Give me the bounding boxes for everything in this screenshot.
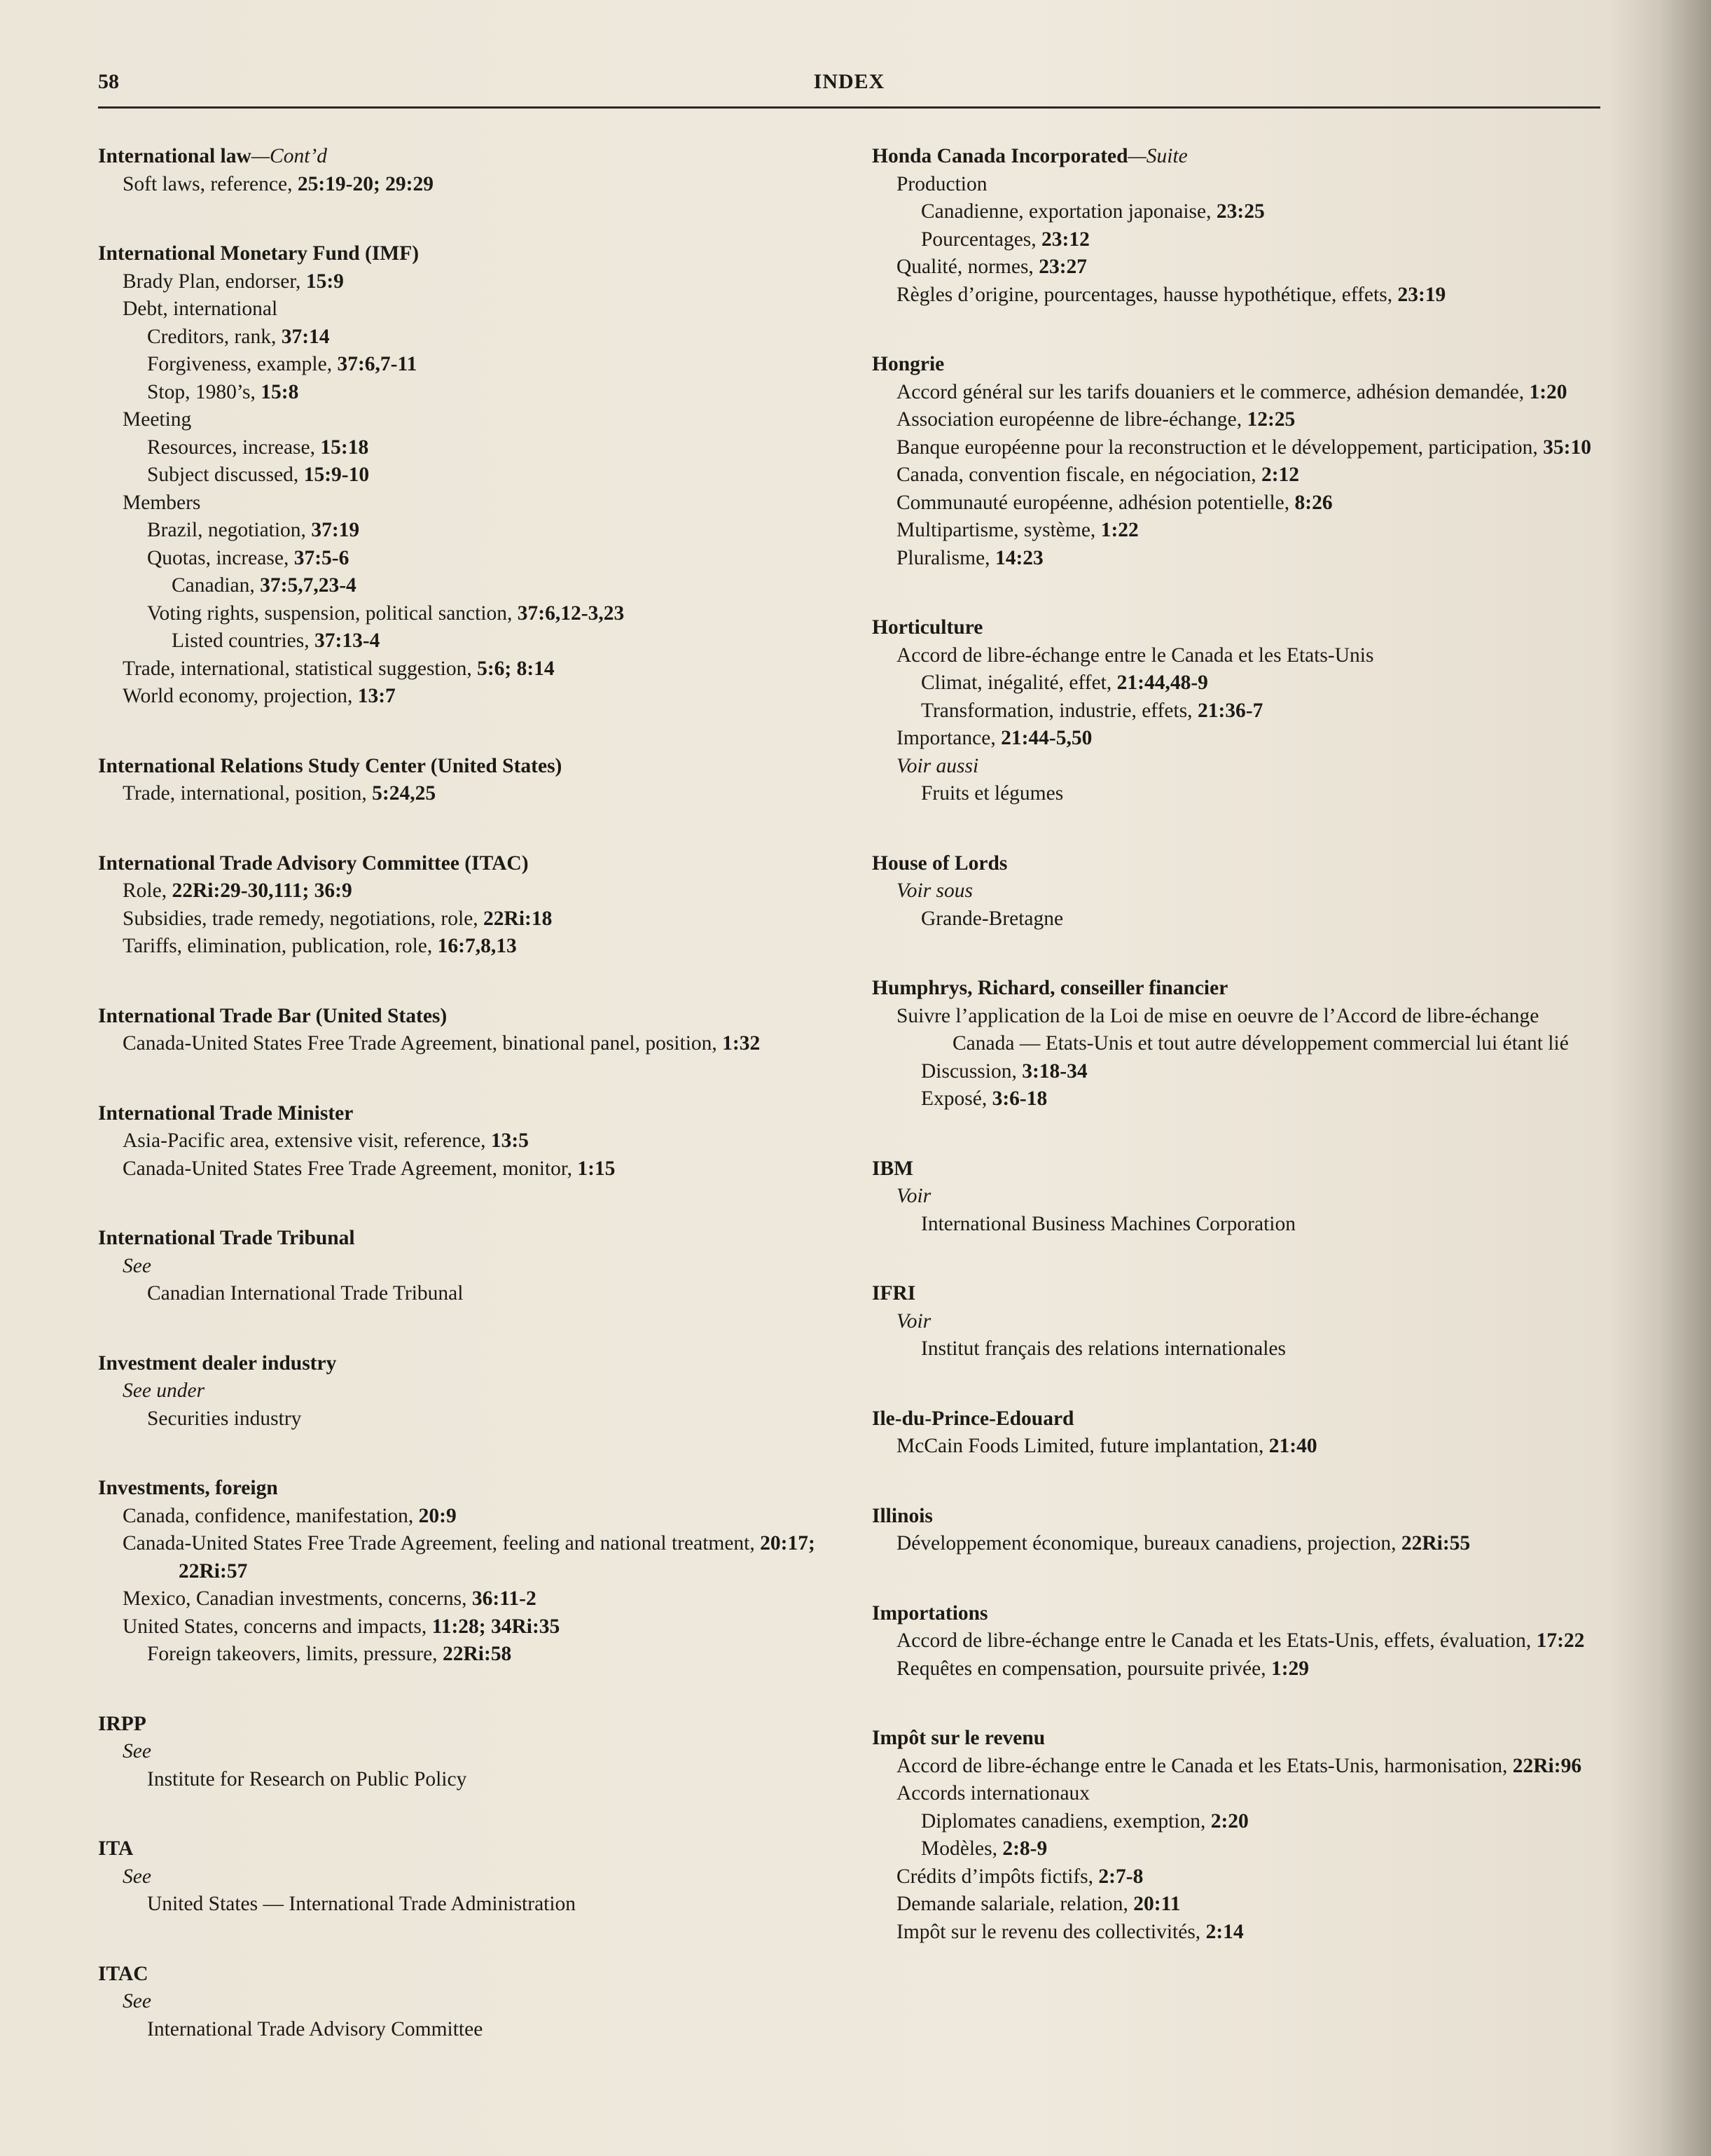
entry-heading [872, 1503, 1600, 1531]
index-entry [98, 143, 840, 198]
index-entry [872, 1725, 1600, 1946]
page-reference: 22Ri:96 [1512, 1754, 1582, 1777]
subentry-text: Resources, increase, [147, 436, 321, 459]
subentry-text: Accord général sur les tarifs douaniers et le commerce, adhésion demandée, [896, 380, 1530, 403]
subentry [98, 1641, 840, 1669]
running-head: INDEX [813, 70, 885, 93]
subentry-text: Creditors, rank, [147, 325, 282, 348]
subentry-text: Climat, inégalité, effet, [921, 672, 1117, 694]
subentry [872, 406, 1600, 434]
page-reference: 22Ri:18 [483, 907, 553, 930]
subentry [872, 1003, 1600, 1058]
subentry [98, 1127, 840, 1155]
subentry [98, 1585, 840, 1613]
subentry [98, 517, 840, 545]
entry-heading-text: House of Lords [872, 851, 1008, 875]
subentry [872, 434, 1600, 462]
subentry-text: Accords internationaux [896, 1782, 1090, 1804]
page-reference: 22Ri:55 [1401, 1532, 1471, 1555]
subentry [98, 655, 840, 683]
page-reference: 15:8 [261, 380, 299, 403]
subentry-text: Développement économique, bureaux canadiens, projection, [896, 1532, 1401, 1555]
cross-reference-target: International Business Machines Corporation [921, 1212, 1296, 1235]
subentry-text: Canada, convention fiscale, en négociation, [896, 464, 1261, 486]
page-header [98, 70, 1600, 109]
page-reference: 12:25 [1247, 408, 1296, 431]
cross-reference-label: Voir [896, 1185, 931, 1207]
left-column [98, 143, 840, 2085]
page-reference: 1:29 [1270, 1657, 1310, 1680]
subentry [98, 379, 840, 407]
entry-heading-text: Hongrie [872, 353, 945, 375]
subentry [872, 517, 1600, 545]
entry-heading-text: Horticulture [872, 616, 983, 639]
entry-heading [98, 1350, 840, 1378]
subentry [98, 1613, 840, 1641]
entry-heading [98, 1475, 840, 1503]
index-entry [872, 975, 1600, 1113]
page-reference: 15:9-10 [303, 464, 370, 486]
entry-heading [872, 975, 1600, 1003]
subentry [872, 725, 1600, 753]
subentry [98, 489, 840, 517]
subentry [872, 1919, 1600, 1947]
header-rule [98, 106, 1600, 109]
subentry-text: Importance, [896, 727, 1002, 749]
page-reference: 5:6; 8:14 [477, 657, 555, 680]
subentry-text: Tariffs, elimination, publication, role, [123, 935, 438, 957]
entry-heading [872, 143, 1600, 171]
page-reference: 3:18-34 [1022, 1059, 1088, 1083]
cross-reference-target: Institut français des relations internationales [921, 1337, 1287, 1360]
entry-heading-text: International Monetary Fund (IMF) [98, 242, 420, 265]
subentry-text: Multipartisme, système, [896, 519, 1101, 541]
page-reference: 8:26 [1294, 491, 1333, 514]
subentry-text: Stop, 1980’s, [147, 380, 261, 403]
subentry-text: Discussion, [921, 1059, 1023, 1083]
index-entry [872, 143, 1600, 309]
page-reference: 23:12 [1041, 228, 1090, 251]
page-number: 58 [98, 70, 119, 93]
page-reference: 23:25 [1216, 200, 1265, 223]
subentry [98, 1503, 840, 1531]
entry-heading-text: IBM [872, 1157, 913, 1180]
cross-reference-target: Institute for Research on Public Policy [147, 1767, 467, 1790]
index-entry [98, 1961, 840, 2044]
page-reference: 23:19 [1397, 283, 1446, 306]
page-reference: 13:5 [490, 1129, 529, 1152]
page-reference: 37:5,7,23-4 [260, 574, 356, 597]
subentry-text: Mexico, Canadian investments, concerns, [123, 1587, 472, 1610]
subentry [872, 1085, 1600, 1113]
entry-heading-text: Importations [872, 1601, 988, 1625]
cross-reference-target: International Trade Advisory Committee [147, 2017, 483, 2040]
page-reference: 25:19-20; 29:29 [297, 172, 434, 195]
subentry [872, 1863, 1600, 1891]
cross-reference-target: United States — International Trade Administration [147, 1893, 576, 1915]
page-reference: 2:8-9 [1002, 1837, 1048, 1860]
subentry [872, 171, 1600, 199]
cross-reference-target: Securities industry [147, 1407, 302, 1430]
page-reference: 1:15 [577, 1157, 616, 1180]
subentry-text: Role, [123, 879, 172, 902]
index-entry [98, 1225, 840, 1308]
subentry-text: Subsidies, trade remedy, negotiations, role, [123, 907, 484, 930]
cross-reference-target: Grande-Bretagne [921, 907, 1064, 930]
subentry [872, 1530, 1600, 1558]
subentry [98, 1530, 840, 1585]
entry-heading-text: Illinois [872, 1504, 933, 1527]
entry-heading-text: International Trade Tribunal [98, 1227, 355, 1249]
entry-heading [98, 240, 840, 268]
subentry-text: Demande salariale, relation, [896, 1893, 1134, 1915]
entry-heading-text: Investments, foreign [98, 1477, 278, 1499]
cross-reference-label: Voir [896, 1309, 931, 1333]
entry-heading-text: Humphrys, Richard, conseiller financier [872, 977, 1228, 999]
subentry [98, 933, 840, 961]
subentry [872, 379, 1600, 407]
subentry-text: Pluralisme, [896, 546, 995, 569]
index-entry [872, 1155, 1600, 1239]
subentry-text: McCain Foods Limited, future implantation, [896, 1435, 1269, 1457]
page-reference: 21:44,48-9 [1116, 672, 1208, 694]
subentry-text: Canada-United States Free Trade Agreement, feeling and national treatment, [123, 1532, 761, 1555]
subentry [98, 434, 840, 462]
cross-reference-label: Voir aussi [896, 754, 979, 777]
cross-reference-target: Canadian International Trade Tribunal [147, 1282, 464, 1305]
page-reference: 5:24,25 [372, 782, 436, 805]
page-reference: 37:5-6 [293, 546, 349, 569]
entry-heading [872, 351, 1600, 379]
subentry-text: Suivre l’application de la Loi de mise en oeuvre de l’Accord de libre-échange Canada — Etats-Unis et tout autre développement commercial lui étant lié [896, 1004, 1569, 1055]
subentry-text: Accord de libre-échange entre le Canada et les Etats-Unis, effets, évaluation, [896, 1629, 1537, 1652]
entry-heading [98, 1100, 840, 1128]
subentry [98, 600, 840, 628]
subentry-text: Canadian, [172, 574, 261, 597]
subentry [872, 1655, 1600, 1683]
index-entry [872, 1405, 1600, 1461]
page-reference: 11:28; 34Ri:35 [431, 1615, 560, 1638]
entry-heading [98, 143, 840, 171]
subentry-text: Quotas, increase, [147, 546, 294, 569]
subentry [98, 1030, 840, 1058]
subentry-text: Communauté européenne, adhésion potentielle, [896, 491, 1295, 514]
subentry [872, 1891, 1600, 1919]
entry-heading-text: Impôt sur le revenu [872, 1727, 1046, 1749]
subentry-text: Canada-United States Free Trade Agreement, binational panel, position, [123, 1032, 723, 1055]
cross-reference-label: Voir sous [896, 879, 974, 902]
subentry-text: Pourcentages, [921, 228, 1042, 251]
entry-heading-text: ITA [98, 1837, 134, 1860]
entry-heading [872, 614, 1600, 642]
entry-heading-suffix: —Cont’d [251, 145, 327, 167]
subentry-text: Accord de libre-échange entre le Canada et les Etats-Unis, harmonisation, [896, 1754, 1513, 1777]
subentry-text: Crédits d’impôts fictifs, [896, 1865, 1099, 1888]
subentry [98, 351, 840, 379]
page-reference: 22Ri:29-30,111; 36:9 [172, 879, 352, 902]
page-reference: 36:11-2 [471, 1587, 536, 1610]
subentry-text: Debt, international [123, 298, 278, 320]
page-reference: 37:6,12-3,23 [517, 601, 625, 625]
entry-heading [872, 1280, 1600, 1308]
entry-heading-text: International Relations Study Center (United States) [98, 754, 562, 777]
entry-heading-text: ITAC [98, 1962, 148, 1985]
entry-heading [872, 1155, 1600, 1183]
subentry-text: Accord de libre-échange entre le Canada et les Etats-Unis [896, 644, 1374, 667]
subentry-text: Qualité, normes, [896, 256, 1039, 278]
subentry [872, 1780, 1600, 1808]
page-reference: 2:12 [1261, 464, 1300, 486]
cross-reference-label: See [123, 1740, 151, 1762]
entry-heading-text: IFRI [872, 1282, 916, 1305]
entry-heading-text: International Trade Advisory Committee (ITAC) [98, 851, 529, 875]
index-entry [98, 240, 840, 711]
subentry-text: Modèles, [921, 1837, 1003, 1860]
cross-reference-label: See [123, 1865, 151, 1888]
page-reference: 17:22 [1536, 1629, 1585, 1652]
subentry [98, 171, 840, 199]
subentry [872, 489, 1600, 517]
entry-heading-text: Investment dealer industry [98, 1351, 337, 1375]
entry-heading [98, 1961, 840, 1989]
entry-heading [98, 753, 840, 781]
subentry-text: Requêtes en compensation, poursuite privée, [896, 1657, 1271, 1680]
page-reference: 14:23 [995, 546, 1044, 569]
entry-heading [872, 1405, 1600, 1433]
subentry [872, 545, 1600, 573]
entry-heading [872, 1600, 1600, 1628]
subentry-text: Foreign takeovers, limits, pressure, [147, 1643, 443, 1665]
index-entry [98, 1835, 840, 1919]
subentry-text: Production [896, 172, 988, 195]
entry-heading-text: Honda Canada Incorporated [872, 145, 1128, 167]
page-reference: 20:17; 22Ri:57 [179, 1532, 815, 1583]
index-entry [98, 1100, 840, 1183]
page-reference: 21:36-7 [1197, 699, 1263, 722]
page-reference: 1:22 [1100, 519, 1139, 541]
subentry [872, 669, 1600, 697]
index-entry [872, 351, 1600, 572]
subentry [98, 877, 840, 905]
subentry-text: Banque européenne pour la reconstruction et le développement, participation, [896, 436, 1544, 459]
entry-heading-text: International Trade Bar (United States) [98, 1004, 448, 1027]
subentry-text: Trade, international, statistical suggestion, [123, 657, 478, 680]
entry-heading [872, 1725, 1600, 1753]
page-reference: 37:6,7-11 [337, 353, 417, 375]
page-reference: 20:9 [418, 1504, 457, 1527]
page-reference: 20:11 [1133, 1893, 1181, 1915]
entry-heading-text: IRPP [98, 1712, 146, 1735]
subentry-text: Brady Plan, endorser, [123, 270, 306, 293]
page-reference: 15:9 [305, 270, 344, 293]
subentry [98, 545, 840, 573]
page-reference: 16:7,8,13 [437, 935, 517, 957]
subentry-text: Listed countries, [172, 630, 314, 652]
subentry-text: Voting rights, suspension, political sanction, [147, 601, 518, 625]
page-reference: 2:20 [1210, 1809, 1249, 1832]
subentry-text: Règles d’origine, pourcentages, hausse hypothétique, effets, [896, 283, 1398, 306]
entry-heading [98, 1711, 840, 1739]
subentry [98, 780, 840, 808]
subentry-text: Trade, international, position, [123, 782, 373, 805]
page-reference: 37:14 [281, 325, 330, 348]
page-reference: 2:7-8 [1098, 1865, 1144, 1888]
page-reference: 21:44-5,50 [1001, 727, 1093, 749]
subentry [98, 324, 840, 352]
index-entry [98, 1350, 840, 1433]
cross-reference-target: Fruits et légumes [921, 782, 1064, 805]
cross-reference-label: See [123, 1990, 151, 2012]
entry-heading [98, 1225, 840, 1253]
cross-reference-label: See [123, 1254, 151, 1277]
subentry-text: World economy, projection, [123, 685, 358, 707]
subentry-text: Canada-United States Free Trade Agreement, monitor, [123, 1157, 578, 1180]
subentry-text: Exposé, [921, 1087, 992, 1110]
subentry [98, 295, 840, 324]
subentry [872, 1835, 1600, 1863]
index-entry [872, 1280, 1600, 1363]
subentry-text: Canadienne, exportation japonaise, [921, 200, 1217, 223]
page-reference: 22Ri:58 [442, 1643, 512, 1665]
subentry [872, 1433, 1600, 1461]
page-reference: 23:27 [1039, 256, 1088, 278]
entry-heading-text: International law [98, 145, 251, 167]
page-reference: 13:7 [357, 685, 396, 707]
entry-heading-text: Ile-du-Prince-Edouard [872, 1407, 1074, 1430]
page-reference: 1:20 [1529, 380, 1567, 403]
subentry [98, 572, 840, 600]
page-reference: 1:32 [722, 1032, 761, 1055]
entry-heading [98, 850, 840, 878]
entry-heading [98, 1835, 840, 1863]
index-entry [98, 850, 840, 961]
subentry-text: Impôt sur le revenu des collectivités, [896, 1920, 1206, 1943]
page-reference: 3:6-18 [992, 1087, 1048, 1110]
subentry-text: Diplomates canadiens, exemption, [921, 1809, 1211, 1832]
subentry [872, 461, 1600, 489]
subentry [98, 406, 840, 434]
subentry-text: Asia-Pacific area, extensive visit, reference, [123, 1129, 491, 1152]
entry-heading [872, 850, 1600, 878]
index-entry [98, 1475, 840, 1669]
subentry-text: Soft laws, reference, [123, 172, 298, 195]
index-entry [98, 1711, 840, 1794]
subentry [98, 627, 840, 655]
index-entry [98, 1003, 840, 1058]
subentry-text: Subject discussed, [147, 464, 304, 486]
page-reference: 21:40 [1268, 1435, 1317, 1457]
subentry-text: Canada, confidence, manifestation, [123, 1504, 419, 1527]
entry-heading-suffix: —Suite [1128, 145, 1188, 167]
entry-heading-text: International Trade Minister [98, 1101, 354, 1125]
subentry [872, 1058, 1600, 1086]
cross-reference-label: See under [123, 1379, 205, 1402]
subentry-text: Brazil, negotiation, [147, 519, 312, 541]
subentry [872, 226, 1600, 254]
subentry [872, 642, 1600, 670]
subentry-text: Association européenne de libre-échange, [896, 408, 1247, 431]
subentry [98, 1155, 840, 1183]
right-column [872, 143, 1600, 1988]
subentry [98, 461, 840, 489]
subentry [98, 905, 840, 933]
page-reference: 15:18 [320, 436, 369, 459]
subentry [872, 1808, 1600, 1836]
index-entry [98, 753, 840, 808]
index-entry [872, 1600, 1600, 1683]
page-reference: 2:14 [1205, 1920, 1244, 1943]
subentry [872, 697, 1600, 725]
index-entry [872, 614, 1600, 808]
subentry-text: Forgiveness, example, [147, 353, 338, 375]
index-entry [872, 850, 1600, 933]
subentry-text: Meeting [123, 408, 192, 431]
entry-heading [98, 1003, 840, 1031]
subentry [872, 253, 1600, 281]
page-reference: 37:13-4 [314, 630, 380, 652]
subentry-text: Members [123, 491, 201, 514]
subentry [872, 198, 1600, 226]
subentry-text: Transformation, industrie, effets, [921, 699, 1198, 722]
subentry [872, 281, 1600, 310]
subentry [98, 683, 840, 711]
page-reference: 37:19 [311, 519, 360, 541]
index-entry [872, 1503, 1600, 1558]
subentry [872, 1627, 1600, 1655]
subentry [98, 268, 840, 296]
page-reference: 35:10 [1543, 436, 1591, 459]
subentry-text: United States, concerns and impacts, [123, 1615, 432, 1638]
subentry [872, 1753, 1600, 1781]
